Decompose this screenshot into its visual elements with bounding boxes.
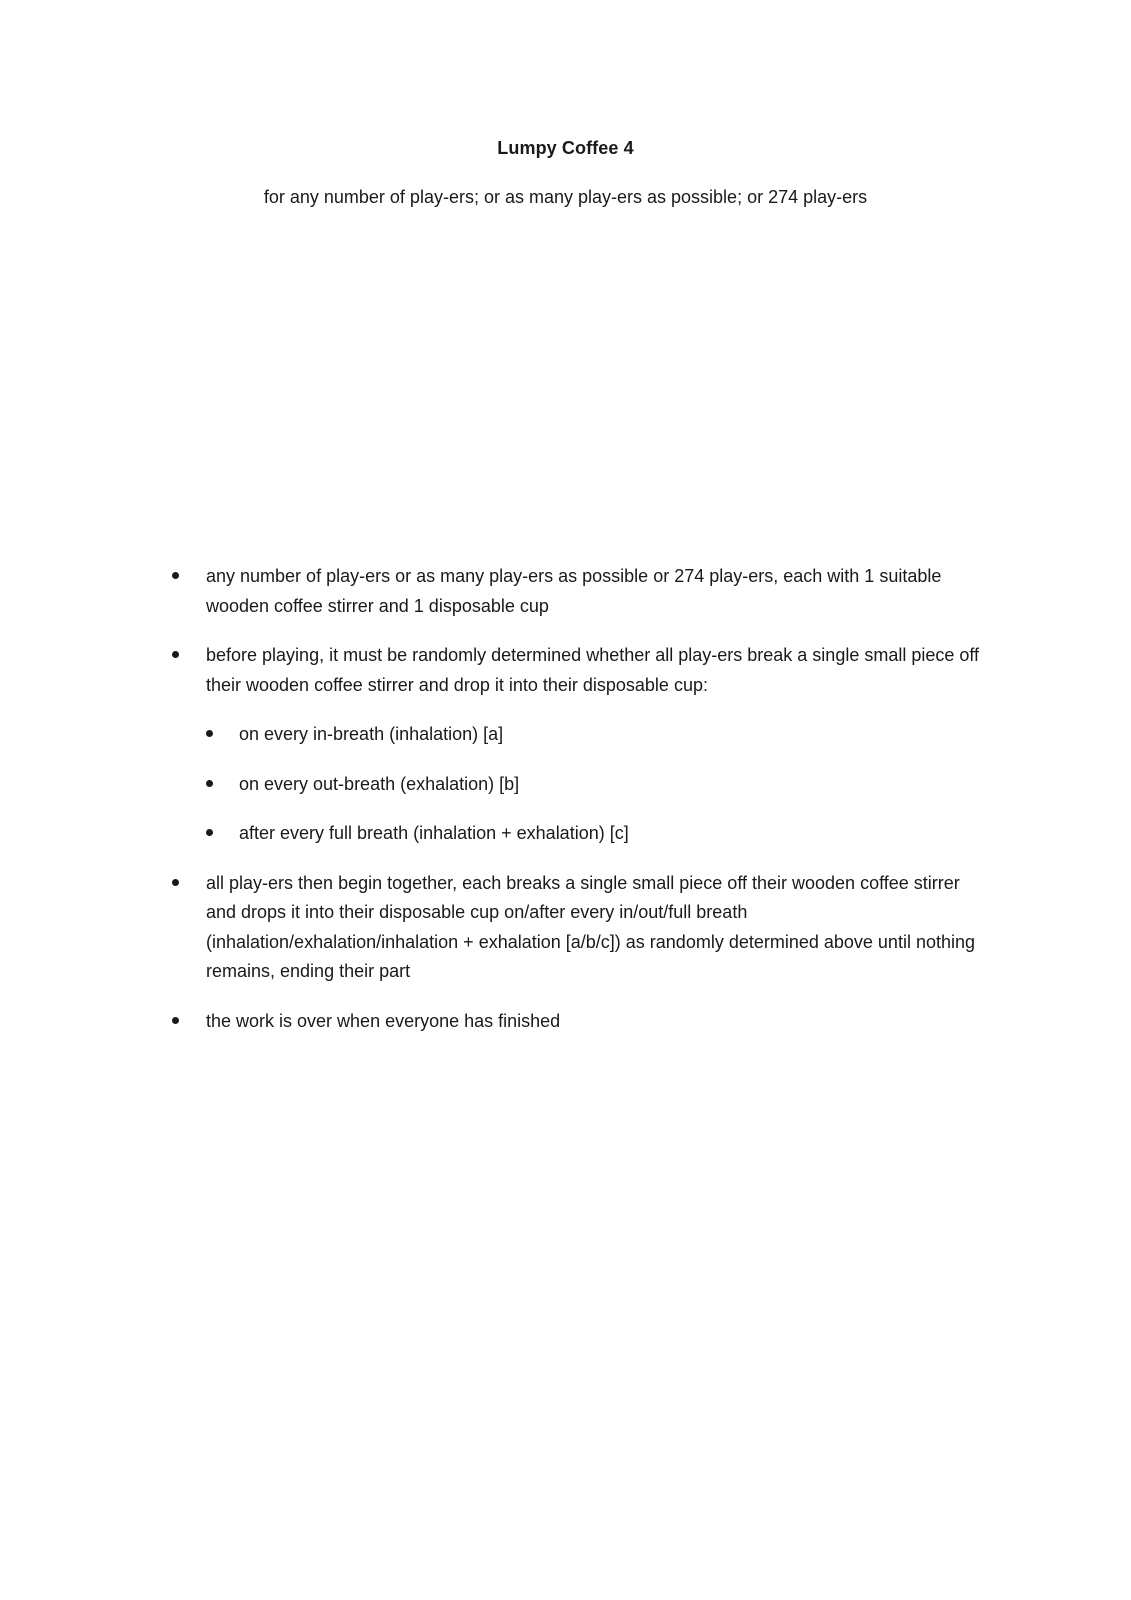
breath-options-list [206,720,982,849]
option-a [206,720,982,750]
option-text: on every out-breath (exhalation) [b] [239,773,520,794]
option-c [206,819,982,849]
document-title: Lumpy Coffee 4 [497,138,634,158]
instruction-play [172,869,982,987]
instruction-text: before playing, it must be randomly determined whether all play-ers break a single small piece off their wooden coffee stirrer and drop it into their disposable cup: [206,645,980,695]
document-subtitle: for any number of play-ers; or as many play-ers as possible; or 274 play-ers [263,187,868,207]
instruction-text: any number of play-ers or as many play-ers as possible or 274 play-ers, each with 1 suitable wooden coffee stirrer and 1 disposable cup [206,566,942,616]
instruction-end [172,1007,982,1037]
instructions-list [172,562,982,1056]
instruction-players [172,562,982,621]
instruction-text: the work is over when everyone has finished [206,1010,561,1031]
option-text: on every in-breath (inhalation) [a] [239,724,504,744]
instruction-determine [172,641,982,849]
option-b [206,770,982,800]
instruction-text: all play-ers then begin together, each breaks a single small piece off their wooden coffee stirrer and drops it into their disposable cup on/after every in/out/full breath (inhalation/exhalation/inhalation + exhalation [a/b/c]) as randomly determined above until nothing remains, ending their part [206,872,975,981]
option-text: after every full breath (inhalation + exhalation) [c] [239,823,629,843]
